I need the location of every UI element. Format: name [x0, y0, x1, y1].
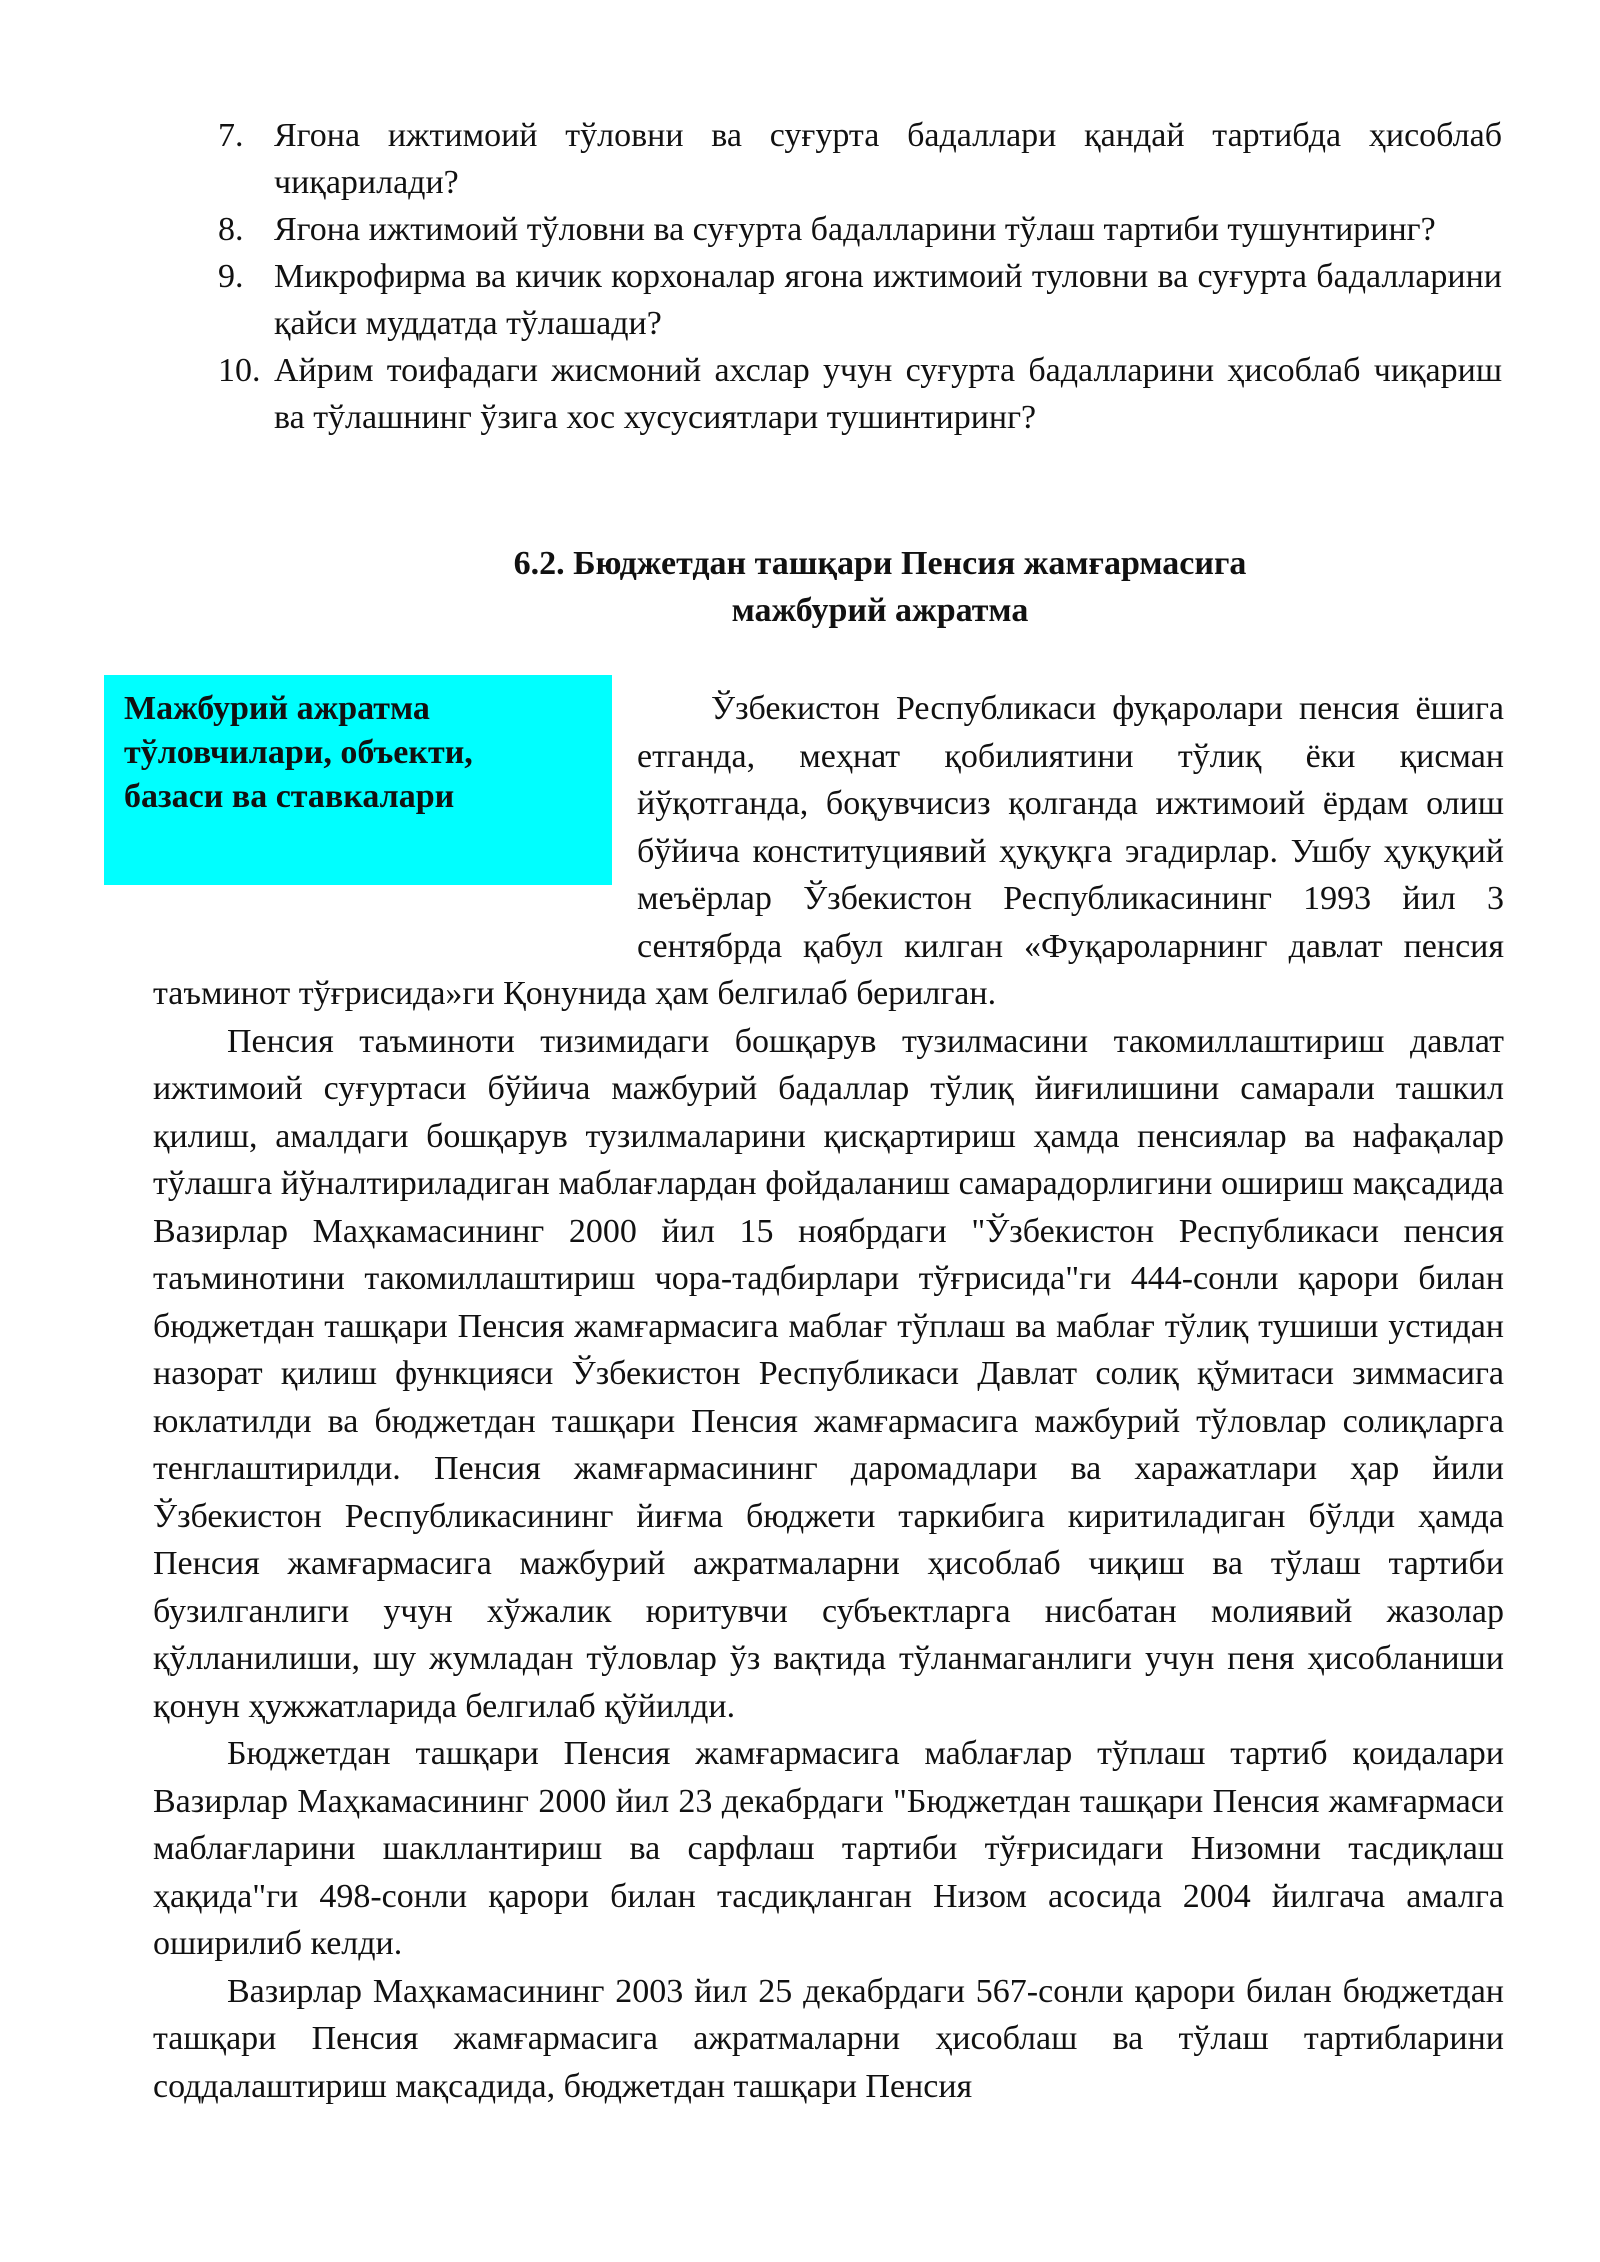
question-item — [218, 112, 1502, 206]
question-number: 10. — [218, 352, 261, 389]
body-text — [153, 685, 1504, 2110]
question-text: Ягона ижтимоий тўловни ва суғурта бадалларини тўлаш тартиби тушунтиринг? — [274, 211, 1436, 248]
question-item — [218, 206, 1502, 253]
question-number: 8. — [218, 211, 244, 248]
review-questions-list — [218, 112, 1502, 441]
question-text: Микрофирма ва кичик корхоналар ягона ижтимоий туловни ва суғурта бадалларини қайси муддатда тўлашади? — [274, 258, 1502, 342]
float-spacer — [153, 685, 637, 925]
margin-note-line-1: Мажбурий ажратма — [124, 690, 430, 727]
section-heading-line-2: мажбурий ажратма — [731, 592, 1029, 629]
paragraph-1: Ўзбекистон Республикаси фуқаролари пенсия ёшига етганда, меҳнат қобилиятини тўлиқ ёки қисман йўқотганда, боқувчисиз қолганда ижтимоий ёрдам олиш бўйича конституциявий ҳуқуқга эгадирлар. Ушбу ҳуқуқий меъёрлар Ўзбекистон Республикасининг 1993 йил 3 сентябрда қабул килган «Фуқароларнинг давлат пенсия таъминот тўғрисида»ги Қонунида ҳам белгилаб берилган. — [153, 690, 1504, 1012]
section-heading — [200, 540, 1560, 634]
question-text: Айрим тоифадаги жисмоний ахслар учун суғурта бадалларини ҳисоблаб чиқариш ва тўлашнинг ўзига хос хусусиятлари тушинтиринг? — [274, 352, 1502, 436]
margin-note-line-3: базаси ва ставкалари — [124, 778, 455, 815]
question-number: 9. — [218, 258, 244, 295]
question-text: Ягона ижтимоий тўловни ва суғурта бадаллари қандай тартибда ҳисоблаб чиқарилади? — [274, 117, 1502, 201]
paragraph-2: Пенсия таъминоти тизимидаги бошқарув тузилмасини такомиллаштириш давлат ижтимоий суғуртаси бўйича мажбурий бадаллар тўлиқ йиғилишини самарали ташкил қилиш, амалдаги бошқарув тузилмаларини қисқартириш ҳамда пенсиялар ва нафақалар тўлашга йўналтириладиган маблағлардан фойдаланиш самарадорлигини ошириш мақсадида Вазирлар Маҳкамасининг 2000 йил 15 ноябрдаги "Ўзбекистон Республикаси пенсия таъминотини такомиллаштириш чора-тадбирлари тўғрисида"ги 444-сонли қарори билан бюджетдан ташқари Пенсия жамғармасига маблағ тўплаш ва маблағ тўлиқ тушиши устидан назорат қилиш функцияси Ўзбекистон Республикаси Давлат солиқ қўмитаси зиммасига юклатилди ва бюджетдан ташқари Пенсия жамғармасига мажбурий тўловлар солиқларга тенглаштирилди. Пенсия жамғармасининг даромадлари ва харажатлари ҳар йили Ўзбекистон Республикасининг йиғма бюджети таркибига киритиладиган бўлди ҳамда Пенсия жамғармасига мажбурий ажратмаларни ҳисоблаб чиқиш ва тўлаш тартиби бузилганлиги учун хўжалик юритувчи субъектларга нисбатан молиявий жазолар қўлланилиши, шу жумладан тўловлар ўз вақтида тўланмаганлиги учун пеня ҳисобланиши қонун ҳужжатларида белгилаб қўйилди. — [153, 1022, 1504, 1725]
section-heading-line-1: 6.2. Бюджетдан ташқари Пенсия жамғармасига — [513, 545, 1247, 582]
paragraph-3: Бюджетдан ташқари Пенсия жамғармасига маблағлар тўплаш тартиб қоидалари Вазирлар Маҳкамасининг 2000 йил 23 декабрдаги "Бюджетдан ташқари Пенсия жамғармаси маблағларини шакллантириш ва сарфлаш тартиби тўғрисидаги Низомни тасдиқлаш ҳақида"ги 498-сонли қарори билан тасдиқланган Низом асосида 2004 йилгача амалга оширилиб келди. — [153, 1735, 1504, 1962]
question-number: 7. — [218, 117, 244, 154]
question-item — [218, 347, 1502, 441]
paragraph-4: Вазирлар Маҳкамасининг 2003 йил 25 декабрдаги 567-сонли қарори билан бюджетдан ташқари Пенсия жамғармасига ажратмаларни ҳисоблаш ва тўлаш тартибларини соддалаштириш мақсадида, бюджетдан ташқари Пенсия — [153, 1972, 1504, 2105]
margin-note-line-2: тўловчилари, объекти, — [124, 734, 473, 771]
question-item — [218, 253, 1502, 347]
